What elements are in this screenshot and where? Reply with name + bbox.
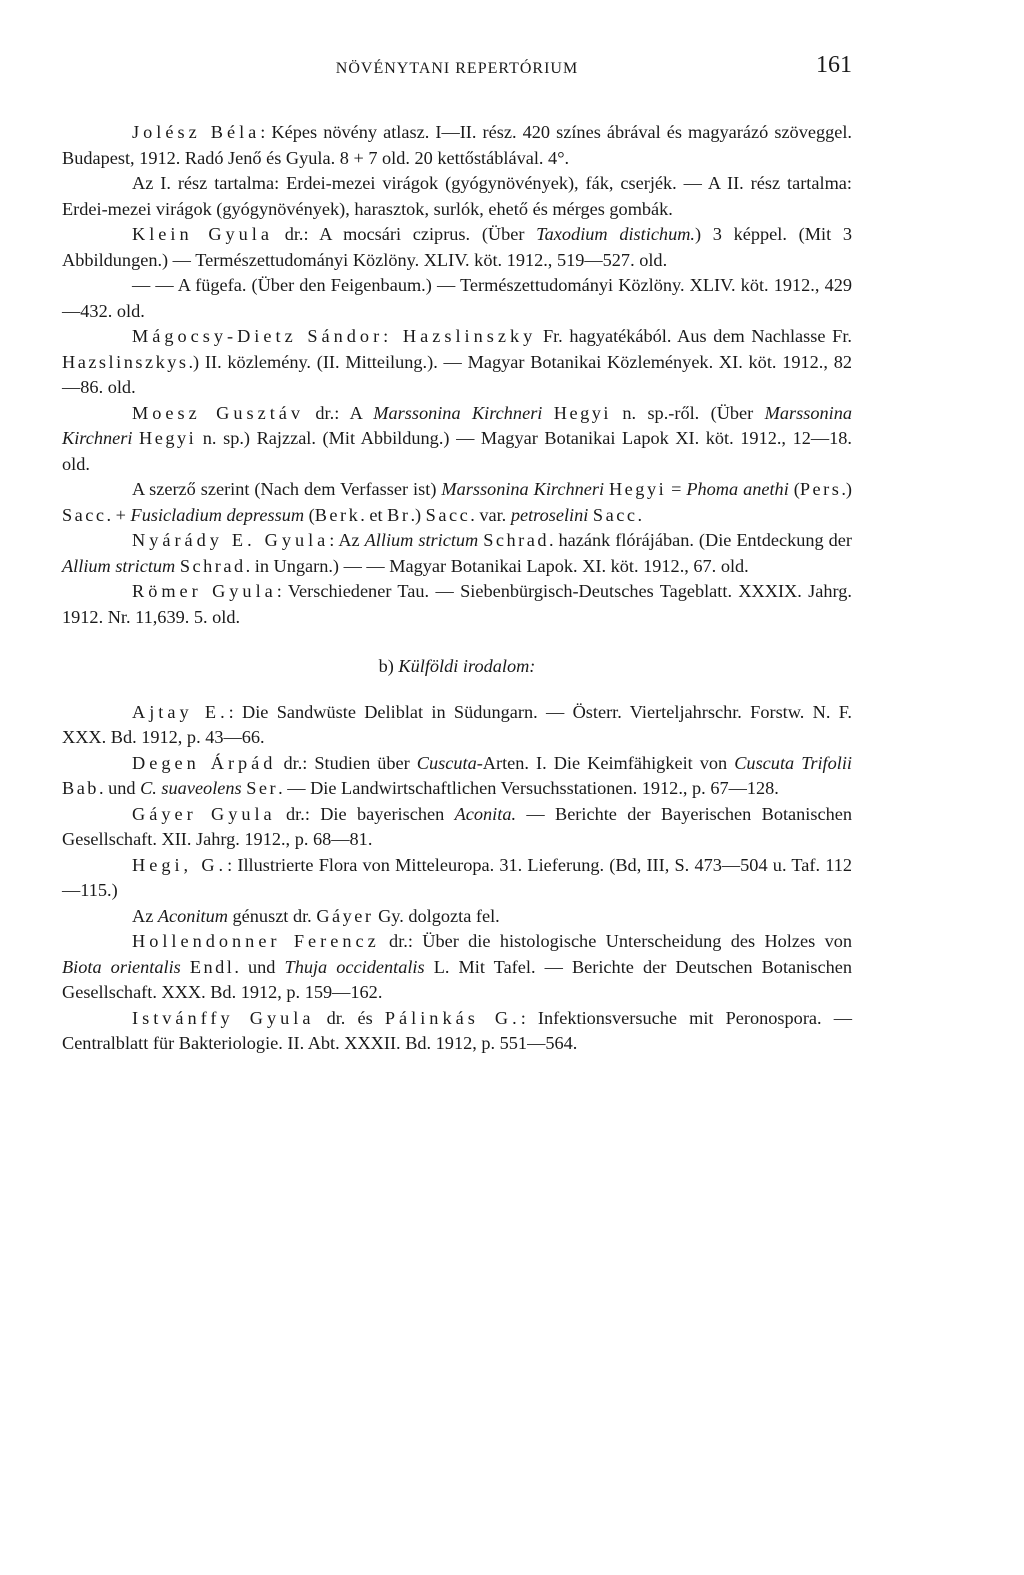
- page-header: [62, 52, 852, 92]
- entry-hegi-note: Az Aconitum génuszt dr. Gáyer Gy. dolgozta fel.: [132, 905, 500, 926]
- section-heading: b) Külföldi irodalom:: [378, 656, 536, 676]
- entry-moesz: Moesz Gusztáv dr.: A Marssonina Kirchneri Hegyi n. sp.-ről. (Über Marssonina Kirchneri Hegyi n. sp.) Rajzzal. (Mit Abbildung.) — Magyar Botanikai Lapok XI. köt. 1912., 12—18. old.: [62, 402, 852, 474]
- entry-jolesz-note: Az I. rész tartalma: Erdei-mezei virágok (gyógynövények), fák, cserjék. — A II. rész tartalma: Erdei-mezei virágok (gyógynövények), harasztok, surlók, ehető és mérges gombák.: [62, 173, 852, 219]
- entry-romer: Römer Gyula: Verschiedener Tau. — Siebenbürgisch-Deutsches Tageblatt. XXXIX. Jahrg. 1912. Nr. 11,639. 5. old.: [62, 581, 852, 627]
- entry-jolesz: Jolész Béla: Képes növény atlasz. I—II. rész. 420 színes ábrával és magyarázó szöveggel. Budapest, 1912. Radó Jenő és Gyula. 8 + 7 old. 20 kettőstáblával. 4°.: [62, 122, 852, 168]
- entry-klein: Klein Gyula dr.: A mocsári cziprus. (Über Taxodium distichum.) 3 képpel. (Mit 3 Abbildungen.) — Természettudományi Közlöny. XLIV. köt. 1912., 519—527. old.: [62, 224, 852, 270]
- entry-hegi: Hegi, G.: Illustrierte Flora von Mitteleuropa. 31. Lieferung. (Bd, III, S. 473—504 u. Taf. 112—115.): [62, 854, 853, 900]
- entry-hollendonner: Hollendonner Ferencz dr.: Über die histologische Unterscheidung des Holzes von Biota orientalis Endl. und Thuja occidentalis L. Mit Tafel. — Berichte der Deutschen Botanischen Gesellschaft. XXX. Bd. 1912, p. 159—162.: [62, 931, 852, 1002]
- page-number: 161: [816, 52, 852, 78]
- page-body: [62, 120, 852, 1057]
- entry-magocsy-dietz: Mágocsy-Dietz Sándor: Hazslinszky Fr. hagyatékából. Aus dem Nachlasse Fr. Hazslinszkys.) II. közlemény. (II. Mitteilung.). — Magyar Botanikai Közlemények. XI. köt. 1912., 82—86. old.: [62, 326, 852, 397]
- entry-gayer: Gáyer Gyula dr.: Die bayerischen Aconita. — Berichte der Bayerischen Botanischen Gesellschaft. XII. Jahrg. 1912., p. 68—81.: [62, 803, 853, 849]
- entry-klein-fugefa: — — A fügefa. (Über den Feigenbaum.) — Természettudományi Közlöny. XLIV. köt. 1912., 429—432. old.: [62, 275, 852, 321]
- running-title: NÖVÉNYTANI REPERTÓRIUM: [335, 60, 579, 77]
- entry-nyarady: Nyárády E. Gyula: Az Allium strictum Schrad. hazánk flórájában. (Die Entdeckung der Allium strictum Schrad. in Ungarn.) — — Magyar Botanikai Lapok. XI. köt. 1912., 67. old.: [62, 530, 852, 576]
- entry-istvanffy: Istvánffy Gyula dr. és Pálinkás G.: Infektionsversuche mit Peronospora. — Centralblatt für Bakteriologie. II. Abt. XXXII. Bd. 1912, p. 551—564.: [62, 1007, 852, 1053]
- entry-moesz-note: A szerző szerint (Nach dem Verfasser ist) Marssonina Kirchneri Hegyi = Phoma anethi (Pers.) Sacc. + Fusicladium depressum (Berk. et Br.) Sacc. var. petroselini Sacc.: [62, 479, 852, 525]
- entry-degen: Degen Árpád dr.: Studien über Cuscuta-Arten. I. Die Keimfähigkeit von Cuscuta Trifolii Bab. und C. suaveolens Ser. — Die Landwirtschaftlichen Versuchsstationen. 1912., p. 67—128.: [62, 752, 852, 798]
- entry-ajtay: Ajtay E.: Die Sandwüste Deliblat in Südungarn. — Österr. Vierteljahrschr. Forstw. N. F. XXX. Bd. 1912, p. 43—66.: [62, 701, 852, 747]
